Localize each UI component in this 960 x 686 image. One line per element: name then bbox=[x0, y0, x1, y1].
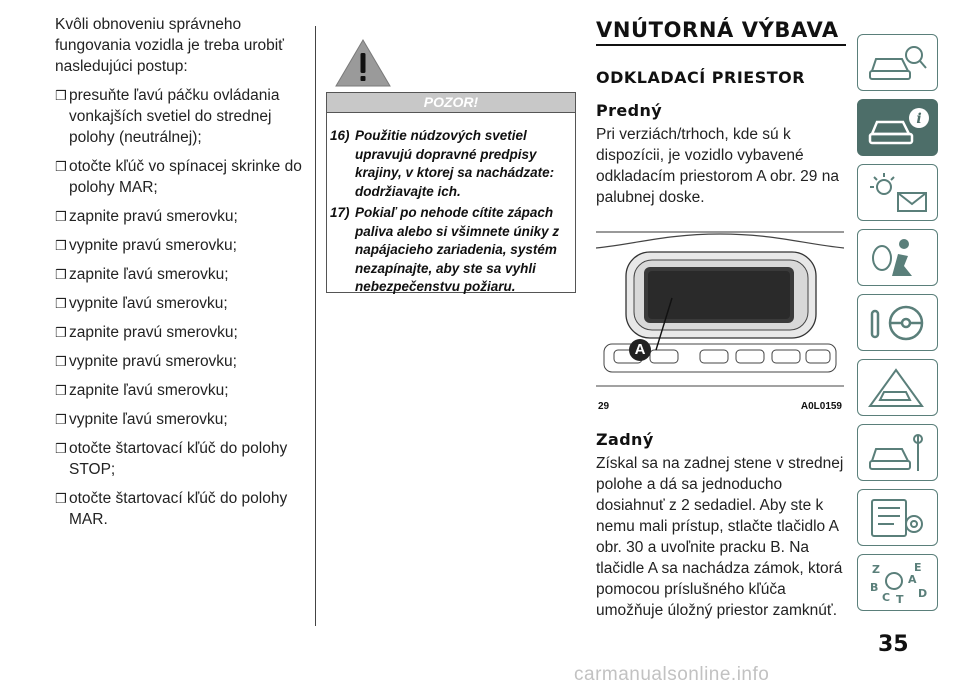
note-text: Pokiaľ po nehode cítite zápach paliva alebo si všimnete úniky z napájacieho zariadenia, systém nezapínajte, aby ste sa vyhli nebezpečenstvu požiaru. bbox=[355, 205, 560, 294]
front-paragraph: Pri verziách/trhoch, kde sú k dispozícii, je vozidlo vybavené odkladacím priestorom A obr. 29 na palubnej doske. bbox=[596, 126, 839, 206]
checkbox-bullet-icon: ❒ bbox=[55, 441, 67, 456]
checkbox-bullet-icon: ❒ bbox=[55, 491, 67, 506]
warning-notes bbox=[326, 113, 576, 293]
step-text: presuňte ľavú páčku ovládania vonkajších svetiel do strednej polohy (neutrálnej); bbox=[69, 87, 280, 146]
svg-text:i: i bbox=[916, 111, 922, 127]
tab-safety-info[interactable] bbox=[857, 99, 938, 156]
tab-technical-data[interactable] bbox=[857, 489, 938, 546]
checkbox-bullet-icon: ❒ bbox=[55, 209, 67, 224]
tab-emergency[interactable] bbox=[857, 359, 938, 416]
warning-lights-icon bbox=[866, 171, 930, 215]
dashboard-figure bbox=[596, 226, 844, 416]
tab-index[interactable] bbox=[857, 554, 938, 611]
checkbox-bullet-icon: ❒ bbox=[55, 267, 67, 282]
figure-label-a: A bbox=[629, 339, 651, 361]
tab-safety[interactable] bbox=[857, 229, 938, 286]
index-letter: D bbox=[918, 587, 928, 600]
step-text: zapnite ľavú smerovku; bbox=[69, 382, 229, 399]
step-text: zapnite pravú smerovku; bbox=[69, 208, 238, 225]
step-item bbox=[55, 351, 310, 372]
section-title-rule bbox=[596, 44, 846, 46]
checkbox-bullet-icon: ❒ bbox=[55, 354, 67, 369]
step-item bbox=[55, 438, 310, 480]
step-item bbox=[55, 156, 310, 198]
steps-list bbox=[55, 85, 310, 530]
figure-number: 29 bbox=[598, 401, 610, 412]
tab-warning-lights[interactable] bbox=[857, 164, 938, 221]
step-item bbox=[55, 322, 310, 343]
step-text: otočte štartovací kľúč do polohy MAR. bbox=[69, 490, 288, 528]
document-settings-icon bbox=[866, 496, 930, 540]
index-letter: A bbox=[908, 573, 917, 586]
steering-wheel-icon bbox=[866, 301, 930, 345]
dashboard-illustration bbox=[596, 226, 844, 398]
column-divider bbox=[315, 26, 316, 626]
rear-heading: Zadný bbox=[596, 430, 654, 449]
warning-note bbox=[330, 204, 569, 297]
page-number: 35 bbox=[878, 632, 909, 657]
step-text: zapnite pravú smerovku; bbox=[69, 324, 238, 341]
step-item bbox=[55, 488, 310, 530]
step-text: vypnite ľavú smerovku; bbox=[69, 295, 228, 312]
subsection-title: ODKLADACÍ PRIESTOR bbox=[596, 68, 806, 87]
checkbox-bullet-icon: ❒ bbox=[55, 383, 67, 398]
step-text: vypnite ľavú smerovku; bbox=[69, 411, 228, 428]
step-item bbox=[55, 409, 310, 430]
right-column bbox=[596, 18, 846, 621]
index-letter: Z bbox=[872, 563, 880, 576]
step-item bbox=[55, 380, 310, 401]
step-text: vypnite pravú smerovku; bbox=[69, 237, 237, 254]
figure-caption bbox=[598, 401, 842, 412]
note-number: 17) bbox=[330, 205, 350, 220]
index-letter: E bbox=[914, 561, 922, 574]
warning-block bbox=[326, 38, 576, 293]
warning-title: POZOR! bbox=[326, 92, 576, 113]
figure-code: A0L0159 bbox=[800, 401, 842, 412]
car-search-icon bbox=[866, 41, 930, 85]
step-text: otočte kľúč vo spínacej skrinke do polohy MAR; bbox=[69, 158, 302, 196]
car-info-icon bbox=[866, 106, 930, 150]
rear-paragraph: Získal sa na zadnej stene v strednej polohe a dá sa jednoducho dosiahnuť z 2 sedadiel. Aby ste k nemu mali prístup, stlačte tlačidlo A obr. 30 a uvoľnite pracku B. Na tlačidle A sa nachádza zámok, ktorá pomocou príslušného kľúča umožňuje úložný priestor zamknúť. bbox=[596, 455, 844, 619]
tab-dashboard-knowledge[interactable] bbox=[857, 34, 938, 91]
step-text: vypnite pravú smerovku; bbox=[69, 353, 237, 370]
step-text: otočte štartovací kľúč do polohy STOP; bbox=[69, 440, 288, 478]
note-text: Použitie núdzových svetiel upravujú dopravné predpisy krajiny, v ktorej sa nachádzate: dodržiavajte ich. bbox=[355, 128, 555, 199]
car-service-icon bbox=[866, 431, 930, 475]
section-title: VNÚTORNÁ VÝBAVA bbox=[596, 18, 839, 42]
warning-note bbox=[330, 127, 569, 201]
index-letter: T bbox=[896, 593, 904, 605]
warning-triangle-icon bbox=[334, 38, 392, 88]
front-heading: Predný bbox=[596, 101, 663, 120]
checkbox-bullet-icon: ❒ bbox=[55, 238, 67, 253]
step-item bbox=[55, 206, 310, 227]
note-number: 16) bbox=[330, 128, 350, 143]
index-letter: B bbox=[870, 581, 879, 594]
alphabet-index-icon bbox=[866, 561, 930, 605]
step-item bbox=[55, 293, 310, 314]
car-breakdown-icon bbox=[866, 366, 930, 410]
step-text: zapnite ľavú smerovku; bbox=[69, 266, 229, 283]
left-column bbox=[55, 14, 310, 538]
index-letter: C bbox=[882, 591, 891, 604]
checkbox-bullet-icon: ❒ bbox=[55, 88, 67, 103]
checkbox-bullet-icon: ❒ bbox=[55, 325, 67, 340]
checkbox-bullet-icon: ❒ bbox=[55, 296, 67, 311]
step-item bbox=[55, 85, 310, 148]
chapter-tabs bbox=[857, 34, 938, 619]
tab-starting-driving[interactable] bbox=[857, 294, 938, 351]
checkbox-bullet-icon: ❒ bbox=[55, 412, 67, 427]
step-item bbox=[55, 235, 310, 256]
watermark: carmanualsonline.info bbox=[574, 664, 770, 685]
airbag-person-icon bbox=[866, 236, 930, 280]
checkbox-bullet-icon: ❒ bbox=[55, 159, 67, 174]
intro-paragraph: Kvôli obnoveniu správneho fungovania vozidla je treba urobiť nasledujúci postup: bbox=[55, 16, 284, 75]
step-item bbox=[55, 264, 310, 285]
tab-servicing[interactable] bbox=[857, 424, 938, 481]
